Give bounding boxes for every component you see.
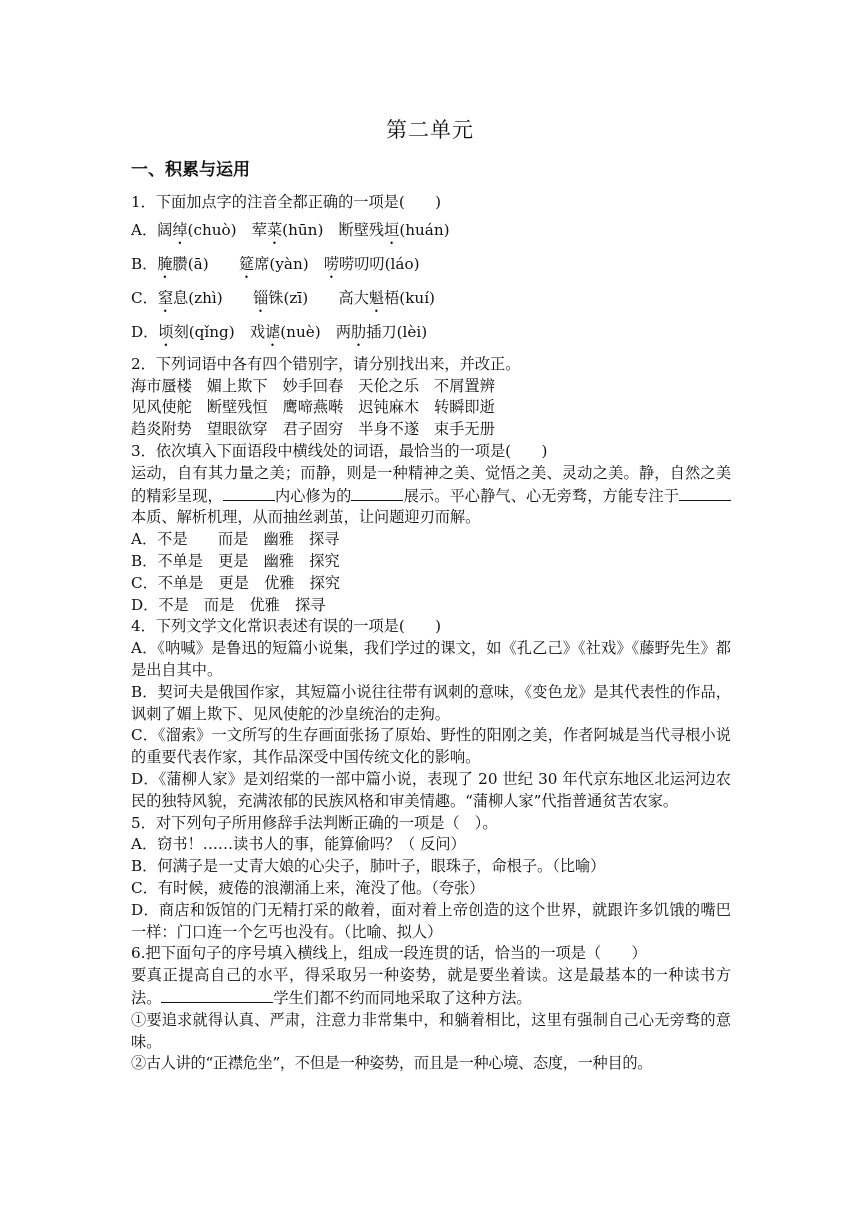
- question-4-option-d: D．《蒲柳人家》是刘绍棠的一部中篇小说，表现了 20 世纪 30 年代京东地区北运河边农民的独特风貌，充满浓郁的民族风格和审美情趣。“蒲柳人家”代指普通贫苦农家。: [131, 769, 731, 810]
- unit-title: 第二单元: [386, 118, 474, 142]
- question-6-passage: 要真正提高自己的水平，得采取另一种姿势，就是要坐着读。这是最基本的一种读书方法。 学生们都不约而同地采取了这种方法。: [131, 966, 731, 1007]
- question-1-option-d: D．顷刻(qǐng) 戏谑(nuè) 两肋插刀(lèi): [131, 322, 428, 341]
- question-6-sentence-2: ②古人讲的“正襟危坐”，不但是一种姿势，而且是一种心境、态度，一种目的。: [131, 1054, 653, 1073]
- question-5-option-b: B．何满子是一丈青大娘的心尖子，肺叶子，眼珠子，命根子。（比喻）: [131, 857, 606, 876]
- question-4-option-c: C．《溜索》一文所写的生存画面张扬了原始、野性的阳刚之美，作者阿城是当代寻根小说的重要代表作家，其作品深受中国传统文化的影响。: [131, 726, 731, 767]
- question-6-sentence-1: ①要追求就得认真、严肃，注意力非常集中，和躺着相比，这里有强制自己心无旁骛的意味。: [131, 1010, 731, 1051]
- fill-blank: [679, 485, 731, 501]
- question-3-option-c: C．不单是 更是 优雅 探究: [131, 573, 341, 592]
- question-4-option-b: B．契诃夫是俄国作家，其短篇小说往往带有讽刺的意味，《变色龙》是其代表性的作品，讽刺了媚上欺下、见风使舵的沙皇统治的走狗。: [131, 682, 731, 723]
- question-5-stem: 5．对下列句子所用修辞手法判断正确的一项是（ ）。: [131, 813, 498, 832]
- question-2-stem: 2．下列词语中各有四个错别字，请分别找出来，并改正。: [131, 354, 521, 373]
- question-1-stem: 1．下面加点字的注音全都正确的一项是( ): [131, 193, 442, 211]
- question-5-option-a: A．窃书！……读书人的事，能算偷吗？（ 反问）: [131, 835, 466, 854]
- question-1-option-c: C．窒息(zhì) 锱铢(zī) 高大魁梧(kuí): [131, 288, 435, 307]
- question-5-option-c: C．有时候，疲倦的浪潮涌上来，淹没了他。（夸张）: [131, 878, 485, 897]
- question-2-row-1: 海市蜃楼 媚上欺下 妙手回春 天伦之乐 不屑置辨: [131, 376, 495, 395]
- fill-blank: [223, 485, 275, 501]
- question-4-option-a: A．《呐喊》是鲁迅的短篇小说集，我们学过的课文，如《孔乙己》《社戏》《藤野先生》都是出自其中。: [131, 639, 731, 679]
- question-3-stem: 3．依次填入下面语段中横线处的词语，最恰当的一项是( ): [131, 441, 548, 460]
- content-body: [131, 158, 731, 1075]
- question-4-stem: 4．下列文学文化常识表述有误的一项是( ): [131, 617, 442, 636]
- fill-blank: [351, 485, 403, 501]
- question-6-stem: 6.把下面句子的序号填入横线上，组成一段连贯的话，恰当的一项是（ ）: [131, 944, 647, 963]
- question-1-option-a: A．阔绰(chuò) 荤菜(hūn) 断壁残垣(huán): [131, 220, 450, 239]
- question-3-passage: 运动，自有其力量之美；而静，则是一种精神之美、觉悟之美、灵动之美。静，自然之美的精彩呈现， 内心修为的 展示。平心静气、心无旁骛，方能专注于本质、解析机理，从而抽丝剥茧，让问题迎刃而解。: [131, 463, 731, 527]
- question-3-option-b: B．不单是 更是 幽雅 探究: [131, 551, 340, 570]
- question-1-option-b: B．腌臜(ā) 筵席(yàn) 唠唠叨叨(láo): [131, 254, 420, 273]
- question-3-option-d: D．不是 而是 优雅 探寻: [131, 595, 326, 614]
- question-5-option-d: D．商店和饭馆的门无精打采的敞着，面对着上帝创造的这个世界，就跟许多饥饿的嘴巴一样：门口连一个乞丐也没有。（比喻、拟人）: [131, 900, 731, 941]
- section-heading: 一、积累与运用: [131, 160, 250, 180]
- question-2-row-3: 趋炎附势 望眼欲穿 君子固穷 半身不遂 束手无册: [131, 420, 495, 439]
- fill-blank: [161, 987, 273, 1003]
- question-2-row-2: 见风使舵 断壁残恒 鹰啼燕啭 迟钝麻木 转瞬即逝: [131, 398, 495, 417]
- question-3-option-a: A．不是 而是 幽雅 探寻: [131, 530, 340, 549]
